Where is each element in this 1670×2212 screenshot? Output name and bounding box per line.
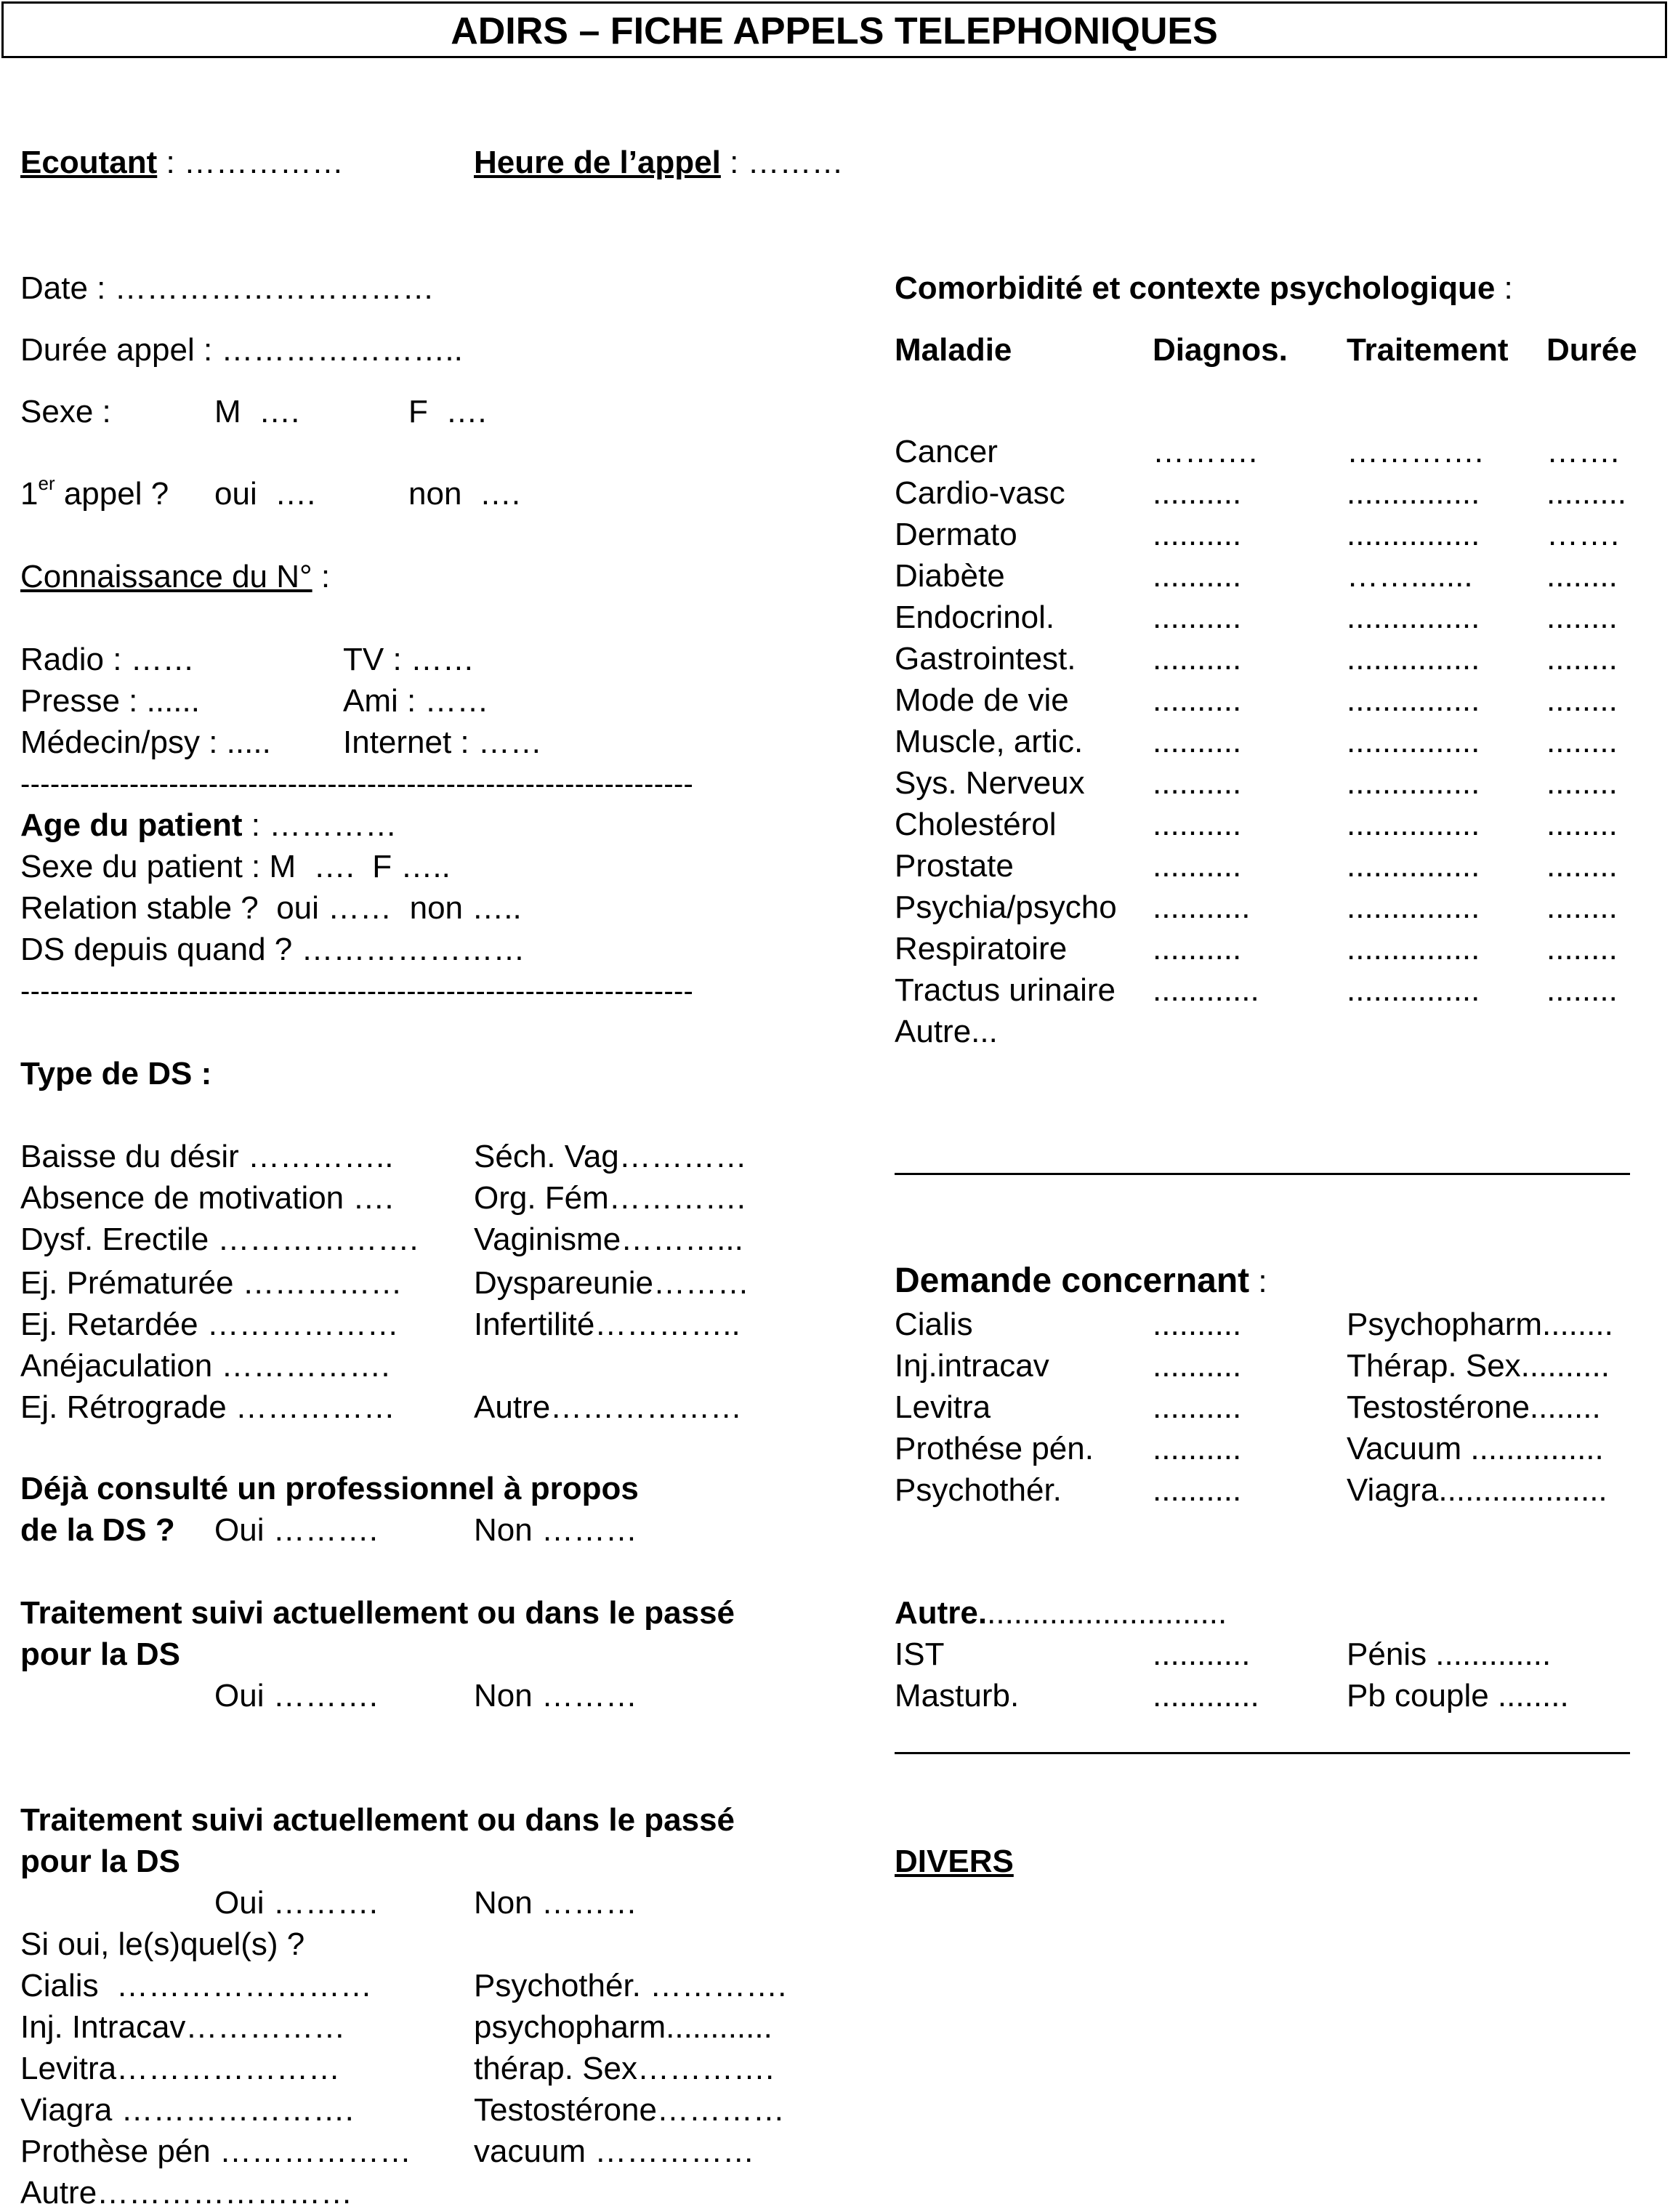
demande-item: Testostérone........: [1347, 1389, 1601, 1425]
ami-field: Ami : ……: [343, 683, 489, 719]
type-ds-item: Ej. Retardée ………………: [20, 1307, 399, 1342]
autre-item: Pénis .............: [1347, 1636, 1552, 1672]
disease-cell: …….: [1546, 517, 1620, 552]
si-oui-label: Si oui, le(s)quel(s) ?: [20, 1926, 305, 1962]
disease-cell: ……….: [1153, 434, 1258, 469]
premier-appel-oui: oui ….: [214, 476, 316, 512]
demande-item: Prothése pén.: [895, 1431, 1094, 1466]
medecin-field: Médecin/psy : .....: [20, 724, 271, 760]
autre-item: IST: [895, 1636, 945, 1672]
demande-item: Psychopharm........: [1347, 1307, 1613, 1342]
disease-cell: ........: [1546, 807, 1618, 842]
ds-depuis-field: DS depuis quand ? …………………: [20, 932, 525, 967]
disease-name: Diabète: [895, 558, 1005, 594]
type-ds-item: Ej. Rétrograde ……………: [20, 1389, 395, 1425]
disease-cell: ........: [1546, 558, 1618, 594]
disease-cell: ........: [1546, 765, 1618, 801]
form-title: ADIRS – FICHE APPELS TELEPHONIQUES: [451, 10, 1218, 52]
sexe-m-option: M ….: [214, 394, 300, 429]
column-header: Diagnos.: [1153, 332, 1288, 368]
traitement1-line1: Traitement suivi actuellement ou dans le passé: [20, 1595, 735, 1631]
disease-cell: ..........: [1153, 807, 1242, 842]
heure-field: [474, 144, 844, 182]
radio-field: Radio : ……: [20, 642, 195, 677]
type-ds-item: Org. Fém………….: [474, 1180, 746, 1216]
type-ds-item: Ej. Prématurée ……………: [20, 1265, 403, 1301]
dashed-separator: --------------------------------------------------------------------: [20, 768, 694, 800]
disease-name: Cholestérol: [895, 807, 1057, 842]
treatment-item: Autre……………………: [20, 2175, 353, 2211]
traitement2-oui: Oui ……….: [214, 1885, 378, 1921]
traitement2-non: Non ………: [474, 1885, 637, 1921]
disease-cell: ...............: [1347, 724, 1480, 759]
presse-field: Presse : ......: [20, 683, 200, 719]
column-header: Durée: [1546, 332, 1637, 368]
disease-cell: ...............: [1347, 682, 1480, 718]
ecoutant-value: : ……………: [157, 145, 344, 180]
treatment-item: Viagra ………………….: [20, 2092, 354, 2128]
disease-cell: ...............: [1347, 889, 1480, 925]
disease-name: Respiratoire: [895, 931, 1068, 966]
disease-cell: ........: [1546, 641, 1618, 677]
treatment-item: Inj. Intracav……………: [20, 2009, 346, 2045]
demande-item: Thérap. Sex..........: [1347, 1348, 1610, 1384]
autre-item: Masturb.: [895, 1678, 1020, 1714]
demande-item: ..........: [1153, 1389, 1242, 1425]
treatment-item: Levitra…………………: [20, 2051, 341, 2086]
heure-value: : ………: [720, 145, 844, 180]
disease-cell: ........: [1546, 972, 1618, 1008]
disease-name: Mode de vie: [895, 682, 1069, 718]
disease-cell: ..........: [1153, 558, 1242, 594]
ecoutant-field: [20, 144, 344, 182]
disease-cell: ........: [1546, 600, 1618, 635]
disease-cell: .........: [1546, 475, 1627, 511]
type-ds-item: Infertilité…………..: [474, 1307, 741, 1342]
demande-item: Levitra: [895, 1389, 991, 1425]
type-ds-heading: Type de DS :: [20, 1056, 212, 1091]
disease-cell: ..........: [1153, 765, 1242, 801]
disease-cell: ...........: [1153, 889, 1251, 925]
type-ds-item: Dyspareunie………: [474, 1265, 750, 1301]
disease-cell: ..........: [1153, 641, 1242, 677]
premier-appel-non: non ….: [408, 476, 521, 512]
treatment-item: Cialis ……………………: [20, 1968, 373, 2003]
disease-name: Autre...: [895, 1014, 998, 1049]
demande-item: Vacuum ...............: [1347, 1431, 1604, 1466]
treatment-item: Testostérone…………: [474, 2092, 785, 2128]
disease-cell: ...............: [1347, 517, 1480, 552]
deja-consulte-line2: de la DS ?: [20, 1512, 175, 1548]
type-ds-item: Anéjaculation …………….: [20, 1348, 390, 1384]
deja-consulte-line1: Déjà consulté un professionnel à propos: [20, 1471, 639, 1506]
treatment-item: thérap. Sex………….: [474, 2051, 775, 2086]
disease-name: Prostate: [895, 848, 1014, 884]
column-header: Traitement: [1347, 332, 1509, 368]
type-ds-item: Absence de motivation ….: [20, 1180, 394, 1216]
ecoutant-label: Ecoutant: [20, 145, 158, 180]
traitement1-oui: Oui ……….: [214, 1678, 378, 1714]
disease-cell: ………….: [1347, 434, 1484, 469]
autre-item: Pb couple ........: [1347, 1678, 1569, 1714]
disease-name: Gastrointest.: [895, 641, 1076, 677]
premier-appel-label: 1er appel ?: [20, 472, 169, 512]
sexe-patient-field: Sexe du patient : M …. F …..: [20, 849, 451, 884]
disease-cell: ...............: [1347, 931, 1480, 966]
autre-field: Autre............................: [895, 1595, 1227, 1631]
disease-name: Cancer: [895, 434, 998, 469]
disease-cell: ............: [1153, 972, 1259, 1008]
disease-cell: ..........: [1153, 931, 1242, 966]
treatment-item: Prothèse pén ………………: [20, 2134, 411, 2169]
type-ds-item: Dysf. Erectile ……………….: [20, 1222, 419, 1257]
age-label: Age du patient: [20, 807, 243, 843]
horizontal-rule: [895, 1173, 1630, 1175]
tv-field: TV : ……: [343, 642, 475, 677]
connaissance-label: Connaissance du N°: [20, 559, 312, 594]
disease-name: Muscle, artic.: [895, 724, 1084, 759]
duree-field: Durée appel : …………………..: [20, 332, 463, 368]
sexe-f-option: F ….: [408, 394, 487, 429]
traitement1-line2: pour la DS: [20, 1636, 181, 1672]
disease-cell: ...............: [1347, 600, 1480, 635]
disease-cell: …….......: [1347, 558, 1473, 594]
demande-item: ..........: [1153, 1307, 1242, 1342]
type-ds-item: Autre………………: [474, 1389, 743, 1425]
treatment-item: psychopharm............: [474, 2009, 773, 2045]
divers-heading: DIVERS: [895, 1844, 1014, 1879]
internet-field: Internet : ……: [343, 724, 542, 760]
connaissance-field: Connaissance du N° :: [20, 559, 331, 594]
demande-item: Inj.intracav: [895, 1348, 1049, 1384]
traitement2-line2: pour la DS: [20, 1844, 181, 1879]
treatment-item: Psychothér. ………….: [474, 1968, 787, 2003]
column-header: Maladie: [895, 332, 1012, 368]
disease-cell: ..........: [1153, 517, 1242, 552]
disease-cell: ...............: [1347, 765, 1480, 801]
title-box: [1, 1, 1667, 58]
disease-cell: ..........: [1153, 682, 1242, 718]
relation-field: Relation stable ? oui …… non …..: [20, 890, 522, 926]
disease-name: Endocrinol.: [895, 600, 1055, 635]
type-ds-item: Baisse du désir …………..: [20, 1139, 394, 1174]
dashed-separator: --------------------------------------------------------------------: [20, 975, 694, 1007]
disease-cell: ...............: [1347, 641, 1480, 677]
disease-cell: ..........: [1153, 724, 1242, 759]
disease-cell: ..........: [1153, 475, 1242, 511]
disease-name: Cardio-vasc: [895, 475, 1065, 511]
disease-cell: ........: [1546, 682, 1618, 718]
disease-cell: ..........: [1153, 848, 1242, 884]
treatment-item: vacuum ……………: [474, 2134, 755, 2169]
autre-item: ............: [1153, 1678, 1259, 1714]
disease-name: Psychia/psycho: [895, 889, 1117, 925]
disease-cell: ...............: [1347, 475, 1480, 511]
deja-oui: Oui ……….: [214, 1512, 378, 1548]
disease-cell: ........: [1546, 848, 1618, 884]
date-field: Date : …………………………: [20, 270, 435, 306]
demande-item: Psychothér.: [895, 1472, 1062, 1508]
sexe-label: Sexe :: [20, 394, 111, 429]
disease-cell: ...............: [1347, 848, 1480, 884]
traitement2-line1: Traitement suivi actuellement ou dans le passé: [20, 1802, 735, 1838]
disease-cell: …….: [1546, 434, 1620, 469]
demande-item: Cialis: [895, 1307, 973, 1342]
heure-label: Heure de l’appel: [474, 145, 721, 180]
disease-cell: ..........: [1153, 600, 1242, 635]
traitement1-non: Non ………: [474, 1678, 637, 1714]
demande-heading: Demande concernant :: [895, 1262, 1267, 1300]
disease-cell: ........: [1546, 931, 1618, 966]
demande-item: Viagra...................: [1347, 1472, 1608, 1508]
disease-name: Tractus urinaire: [895, 972, 1116, 1008]
age-field: Age du patient : …………: [20, 807, 398, 843]
disease-name: Dermato: [895, 517, 1017, 552]
horizontal-rule: [895, 1752, 1630, 1754]
type-ds-item: Séch. Vag…………: [474, 1139, 747, 1174]
deja-non: Non ………: [474, 1512, 637, 1548]
disease-name: Sys. Nerveux: [895, 765, 1085, 801]
autre-item: ...........: [1153, 1636, 1251, 1672]
demande-item: ..........: [1153, 1348, 1242, 1384]
disease-cell: ........: [1546, 889, 1618, 925]
disease-cell: ........: [1546, 724, 1618, 759]
demande-item: ..........: [1153, 1431, 1242, 1466]
type-ds-item: Vaginisme………...: [474, 1222, 743, 1257]
demande-item: ..........: [1153, 1472, 1242, 1508]
disease-cell: ...............: [1347, 972, 1480, 1008]
disease-cell: ...............: [1347, 807, 1480, 842]
comorbidite-heading: Comorbidité et contexte psychologique :: [895, 270, 1513, 306]
